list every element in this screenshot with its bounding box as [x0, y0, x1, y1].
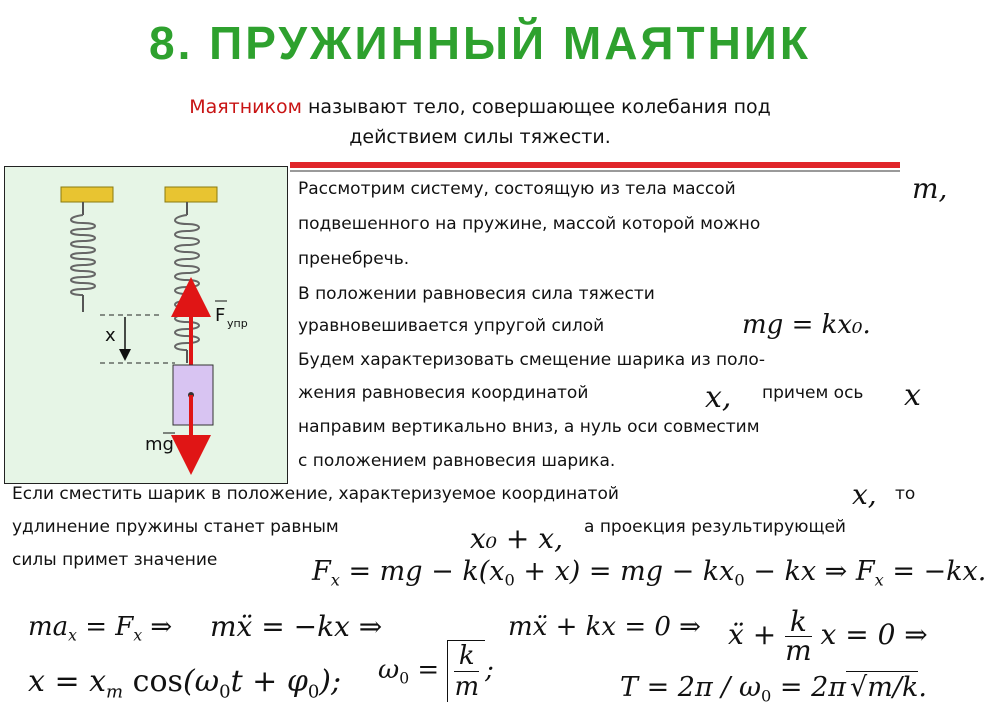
intro-line1: называют тело, совершающее колебания под — [301, 96, 771, 118]
intro-text — [80, 92, 880, 152]
newton-formula: $ma_x = F_x$ ⇒ — [28, 612, 173, 645]
label-x: x — [105, 325, 116, 346]
para4-elong: x₀ + x, — [470, 522, 563, 555]
para1-line1: Рассмотрим систему, состоящую из тела массой — [298, 179, 736, 199]
diff-equation: mẍ + kx = 0 ⇒ — [508, 612, 701, 642]
right-spring — [175, 215, 199, 350]
para4-x-comma: x, — [852, 478, 877, 511]
force-formula: $F_x$ = mg − $k(x_0 + x)$ = mg − $kx_0$ − kx ⇒ $F_x = -kx$. — [312, 556, 986, 590]
red-rule — [290, 162, 900, 168]
omega-formula: $\omega_0$ = $\frac{k}{m}$ ; — [378, 641, 494, 702]
para3-x: x — [904, 378, 921, 413]
para3-line4: с положением равновесия шарика. — [298, 451, 616, 471]
para4-line3: силы примет значение — [12, 550, 218, 570]
para1-mass: m, — [912, 172, 948, 205]
newton-formula-2: mẍ = −kx ⇒ — [210, 610, 383, 643]
left-spring — [71, 215, 95, 295]
label-f-sub: упр — [227, 317, 248, 330]
right-support — [165, 187, 217, 202]
para2-formula: mg = kx₀. — [742, 310, 871, 340]
para4-line2b: а проекция результирующей — [584, 517, 846, 537]
period-formula: $T = 2\pi / \omega_0 = 2\pi$ √m/k. — [620, 672, 927, 706]
para3-line2b: причем ось — [762, 383, 864, 403]
para2-line1: В положении равновесия сила тяжести — [298, 284, 655, 304]
label-f: F — [215, 305, 226, 326]
para4-to: то — [895, 484, 916, 504]
intro-term: Маятником — [189, 96, 302, 118]
para3-line2a: жения равновесия координатой — [298, 383, 589, 403]
para1-line2: подвешенного на пружине, массой которой можно — [298, 214, 761, 234]
spring-pendulum-figure — [4, 166, 288, 484]
page-title: 8. ПРУЖИННЫЙ МАЯТНИК — [149, 17, 811, 69]
para3-x-comma: x, — [705, 380, 732, 415]
left-support — [61, 187, 113, 202]
para3-line1: Будем характеризовать смещение шарика из поло- — [298, 350, 765, 370]
intro-line2: действием силы тяжести. — [349, 126, 611, 148]
para4-line1: Если сместить шарик в положение, характеризуемое координатой — [12, 484, 619, 504]
para1-line3: пренебречь. — [298, 249, 410, 269]
para4-line2a: удлинение пружины станет равным — [12, 517, 339, 537]
para2-line2: уравновешивается упругой силой — [298, 316, 605, 336]
solution-formula: $x = x_m$ $\cos(\omega_0t + \varphi_0)$; — [28, 664, 342, 703]
gray-rule — [290, 170, 900, 172]
figure-drawing — [5, 167, 289, 485]
diff-equation-norm: ẍ + $\frac{k}{m}$ x = 0 ⇒ — [728, 605, 928, 667]
label-mg: mg — [145, 434, 174, 455]
para3-line3: направим вертикально вниз, а нуль оси совместим — [298, 417, 760, 437]
